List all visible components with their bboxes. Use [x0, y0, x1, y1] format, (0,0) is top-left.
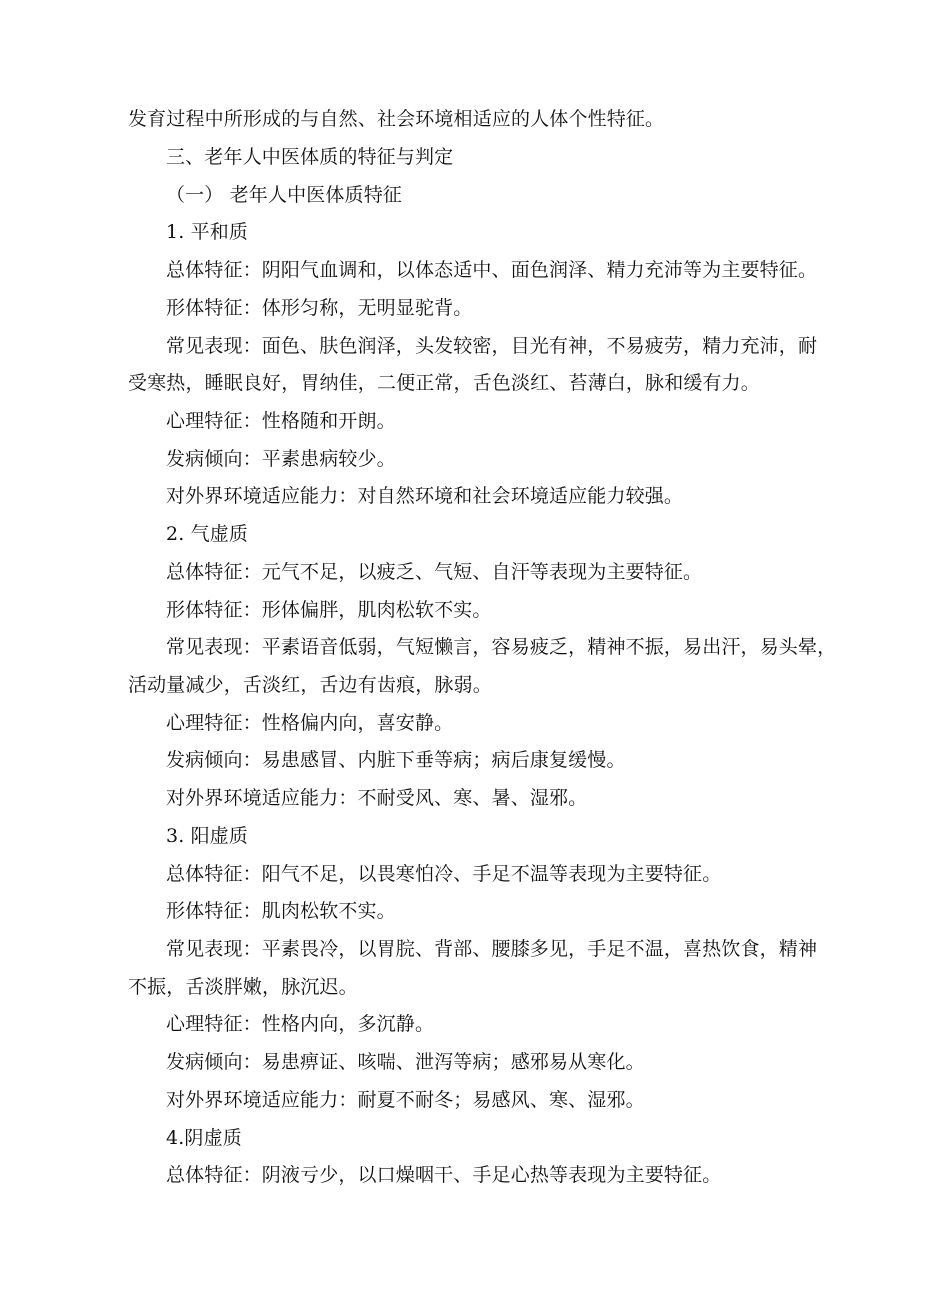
type-heading-3: 3. 阳虚质 [166, 825, 249, 847]
common-manifestation-3-b: 不振，舌淡胖嫩，脉沉迟。 [128, 976, 358, 998]
type-heading-2: 2. 气虚质 [166, 523, 249, 545]
disease-tendency-3: 发病倾向：易患痹证、咳喘、泄泻等病；感邪易从寒化。 [166, 1051, 645, 1073]
body-feature-1: 形体特征：体形匀称，无明显驼背。 [166, 297, 473, 319]
common-manifestation-1-b: 受寒热，睡眠良好，胃纳佳，二便正常，舌色淡红、苔薄白，脉和缓有力。 [128, 372, 760, 394]
body-feature-2: 形体特征：形体偏胖，肌肉松软不实。 [166, 599, 492, 621]
adaptability-2: 对外界环境适应能力：不耐受风、寒、暑、湿邪。 [166, 787, 588, 809]
overall-feature-4: 总体特征：阴液亏少，以口燥咽干、手足心热等表现为主要特征。 [166, 1164, 722, 1186]
common-manifestation-3-a: 常见表现：平素畏冷，以胃脘、背部、腰膝多见，手足不温，喜热饮食，精神 [166, 938, 818, 960]
adaptability-3: 对外界环境适应能力：耐夏不耐冬；易感风、寒、湿邪。 [166, 1089, 645, 1111]
disease-tendency-1: 发病倾向：平素患病较少。 [166, 448, 396, 470]
type-heading-4: 4.阴虚质 [166, 1127, 242, 1149]
common-manifestation-2-a: 常见表现：平素语音低弱，气短懒言，容易疲乏，精神不振，易出汗，易头晕， [166, 636, 837, 658]
common-manifestation-1-a: 常见表现：面色、肤色润泽，头发较密，目光有神，不易疲劳，精力充沛，耐 [166, 335, 818, 357]
psychological-feature-2: 心理特征：性格偏内向，喜安静。 [166, 712, 454, 734]
disease-tendency-2: 发病倾向：易患感冒、内脏下垂等病；病后康复缓慢。 [166, 749, 626, 771]
section-heading: 三、老年人中医体质的特征与判定 [166, 146, 454, 168]
overall-feature-2: 总体特征：元气不足，以疲乏、气短、自汗等表现为主要特征。 [166, 561, 703, 583]
body-feature-3: 形体特征：肌肉松软不实。 [166, 900, 396, 922]
common-manifestation-2-b: 活动量减少，舌淡红，舌边有齿痕，脉弱。 [128, 674, 492, 696]
paragraph-continuation: 发育过程中所形成的与自然、社会环境相适应的人体个性特征。 [128, 108, 665, 130]
overall-feature-1: 总体特征：阴阳气血调和，以体态适中、面色润泽、精力充沛等为主要特征。 [166, 259, 818, 281]
type-heading-1: 1. 平和质 [166, 221, 249, 243]
overall-feature-3: 总体特征：阳气不足，以畏寒怕冷、手足不温等表现为主要特征。 [166, 863, 722, 885]
adaptability-1: 对外界环境适应能力：对自然环境和社会环境适应能力较强。 [166, 485, 684, 507]
psychological-feature-1: 心理特征：性格随和开朗。 [166, 410, 396, 432]
subsection-heading: （一） 老年人中医体质特征 [166, 184, 402, 206]
psychological-feature-3: 心理特征：性格内向，多沉静。 [166, 1013, 435, 1035]
